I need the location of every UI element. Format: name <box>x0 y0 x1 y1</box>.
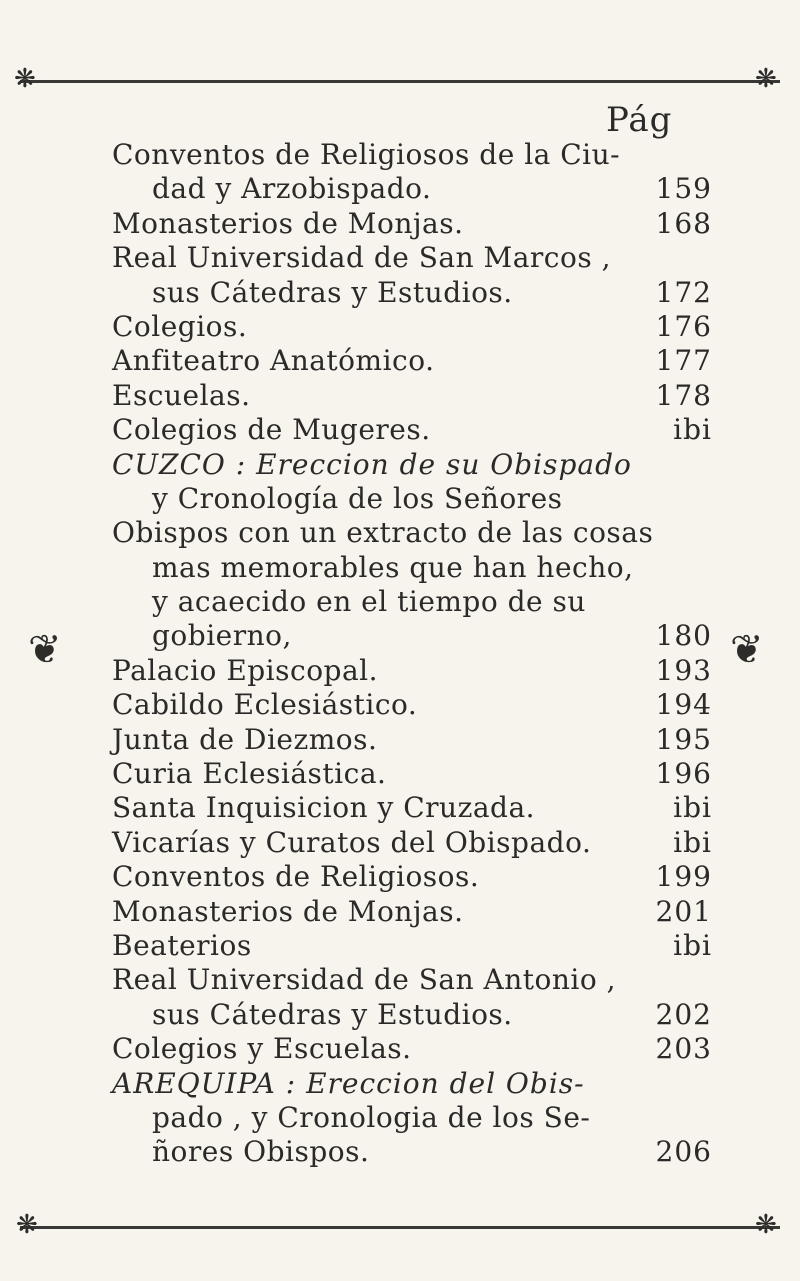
toc-entry <box>112 895 712 929</box>
toc-entry <box>112 723 712 757</box>
entry-text: Palacio Episcopal. <box>112 653 379 687</box>
toc-entry <box>112 1067 712 1101</box>
toc-entry <box>112 344 712 378</box>
entry-page: 199 <box>655 860 712 894</box>
toc-entry <box>112 448 712 482</box>
entry-text: Junta de Diezmos. <box>112 722 378 756</box>
corner-ornament-icon: ❋ <box>16 1210 38 1240</box>
toc-entry <box>112 757 712 791</box>
entry-page: 172 <box>655 275 712 309</box>
top-border-rule <box>20 80 780 83</box>
toc-entry <box>112 791 712 825</box>
toc-entry <box>112 1135 712 1169</box>
entry-text: Conventos de Religiosos. <box>112 860 480 894</box>
toc-entry <box>112 172 712 206</box>
toc-entry <box>112 619 712 653</box>
toc-entry <box>112 860 712 894</box>
toc-entry <box>112 241 712 275</box>
toc-entry <box>112 1032 712 1066</box>
corner-ornament-icon: ❋ <box>755 1210 777 1240</box>
entry-text: Colegios y Escuelas. <box>112 1032 412 1066</box>
toc-entry <box>112 310 712 344</box>
entry-text: Beaterios <box>112 928 252 962</box>
table-of-contents <box>112 138 712 1170</box>
corner-ornament-icon: ❋ <box>14 64 36 94</box>
entry-text: Anfiteatro Anatómico. <box>112 344 435 378</box>
entry-text: sus Cátedras y Estudios. <box>152 997 513 1031</box>
entry-page: ibi <box>673 791 712 825</box>
toc-entry <box>112 138 712 172</box>
entry-page: ibi <box>673 928 712 962</box>
bottom-border-rule <box>20 1226 780 1229</box>
entry-text: Curia Eclesiástica. <box>112 757 387 791</box>
toc-entry <box>112 413 712 447</box>
entry-page: 202 <box>655 997 712 1031</box>
toc-entry <box>112 826 712 860</box>
toc-entry <box>112 688 712 722</box>
entry-page: 206 <box>655 1135 712 1169</box>
toc-entry <box>112 276 712 310</box>
toc-entry <box>112 963 712 997</box>
entry-page: ibi <box>673 825 712 859</box>
entry-text: y Cronología de los Señores <box>152 481 563 515</box>
left-margin-ornament-icon: ❦ <box>28 627 62 673</box>
entry-text: Vicarías y Curatos del Obispado. <box>112 825 592 859</box>
page-column-label: Pág <box>606 100 673 140</box>
entry-page: 159 <box>655 172 712 206</box>
entry-page: 177 <box>655 344 712 378</box>
entry-text: gobierno, <box>152 619 292 653</box>
entry-page: 203 <box>655 1032 712 1066</box>
entry-page: 194 <box>655 688 712 722</box>
entry-page: 201 <box>655 894 712 928</box>
toc-entry <box>112 998 712 1032</box>
entry-text: pado , y Cronologia de los Se- <box>152 1100 591 1134</box>
entry-text: Monasterios de Monjas. <box>112 206 464 240</box>
toc-entry <box>112 1101 712 1135</box>
entry-text: Real Universidad de San Antonio , <box>112 963 617 997</box>
entry-text: Real Universidad de San Marcos , <box>112 241 611 275</box>
entry-text: Colegios. <box>112 309 248 343</box>
toc-entry <box>112 585 712 619</box>
entry-page: 195 <box>655 722 712 756</box>
entry-text: dad y Arzobispado. <box>152 172 432 206</box>
entry-text: sus Cátedras y Estudios. <box>152 275 513 309</box>
toc-entry <box>112 516 712 550</box>
entry-text: CUZCO : Ereccion de su Obispado <box>112 447 632 481</box>
entry-text: Obispos con un extracto de las cosas <box>112 516 654 550</box>
right-margin-ornament-icon: ❦ <box>730 627 764 673</box>
entry-text: Cabildo Eclesiástico. <box>112 688 418 722</box>
entry-text: AREQUIPA : Ereccion del Obis- <box>112 1066 585 1100</box>
entry-text: Santa Inquisicion y Cruzada. <box>112 791 536 825</box>
entry-text: mas memorables que han hecho, <box>152 550 634 584</box>
entry-text: y acaecido en el tiempo de su <box>152 585 586 619</box>
entry-page: 168 <box>655 206 712 240</box>
toc-entry <box>112 379 712 413</box>
toc-entry <box>112 551 712 585</box>
corner-ornament-icon: ❋ <box>755 64 777 94</box>
entry-text: Monasterios de Monjas. <box>112 894 464 928</box>
entry-text: Escuelas. <box>112 378 251 412</box>
entry-page: 196 <box>655 757 712 791</box>
entry-page: 193 <box>655 653 712 687</box>
entry-text: ñores Obispos. <box>152 1135 370 1169</box>
toc-entry <box>112 482 712 516</box>
toc-entry <box>112 654 712 688</box>
entry-text: Conventos de Religiosos de la Ciu- <box>112 138 621 171</box>
entry-text: Colegios de Mugeres. <box>112 413 431 447</box>
entry-page: 178 <box>655 378 712 412</box>
entry-page: 180 <box>655 619 712 653</box>
toc-entry <box>112 207 712 241</box>
toc-entry <box>112 929 712 963</box>
entry-page: ibi <box>673 413 712 447</box>
entry-page: 176 <box>655 309 712 343</box>
